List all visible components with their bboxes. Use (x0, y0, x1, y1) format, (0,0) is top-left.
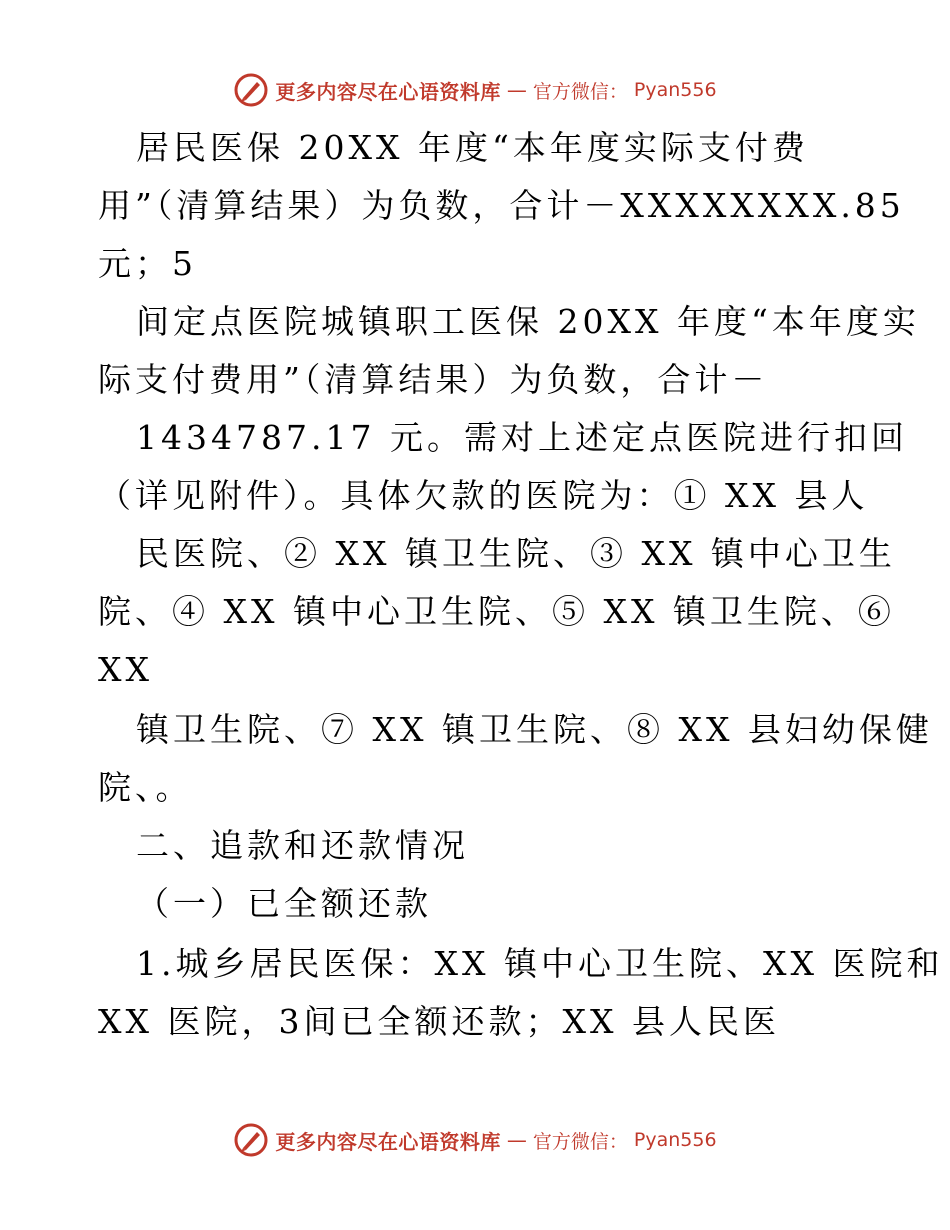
watermark-dash: — (506, 1128, 527, 1152)
body-line-3: 元；5 (98, 244, 197, 283)
quill-pen-icon (233, 1122, 269, 1158)
section-heading-2: 二、追款和还款情况 (136, 826, 469, 865)
footer-watermark-inner (233, 1122, 716, 1158)
watermark-main-text: 更多内容尽在心语资料库 (275, 79, 501, 104)
body-line-15: 1.城乡居民医保：XX 镇中心卫生院、XX 医院和 (136, 944, 944, 983)
watermark-main-text: 更多内容尽在心语资料库 (275, 1129, 501, 1154)
body-line-7: （详见附件）。具体欠款的医院为：① XX 县人 (98, 476, 869, 515)
watermark-wechat-label: 官方微信： (532, 80, 628, 103)
footer-watermark (0, 1120, 950, 1160)
body-line-2: 用”（清算结果）为负数，合计－XXXXXXXX.85 (98, 186, 905, 225)
subsection-heading-1: （一）已全额还款 (136, 884, 432, 923)
body-line-8: 民医院、② XX 镇卫生院、③ XX 镇中心卫生 (136, 534, 896, 573)
body-line-5: 际支付费用”（清算结果）为负数，合计－ (98, 360, 769, 399)
watermark-wechat-id: Pyan556 (633, 1129, 717, 1151)
watermark-wechat-label: 官方微信： (532, 1130, 628, 1153)
body-line-16: XX 医院，3间已全额还款；XX 县人民医 (98, 1002, 780, 1041)
header-watermark-inner (233, 72, 716, 108)
body-line-10: XX (98, 650, 153, 689)
body-line-4: 间定点医院城镇职工医保 20XX 年度“本年度实 (136, 302, 920, 341)
body-line-12: 院、。 (98, 768, 193, 807)
header-watermark (0, 70, 950, 110)
body-line-1: 居民医保 20XX 年度“本年度实际支付费 (136, 128, 809, 167)
body-line-9: 院、④ XX 镇中心卫生院、⑤ XX 镇卫生院、⑥ (98, 592, 895, 631)
watermark-dash: — (506, 78, 527, 102)
body-line-11: 镇卫生院、⑦ XX 镇卫生院、⑧ XX 县妇幼保健 (136, 710, 933, 749)
watermark-wechat-id: Pyan556 (633, 79, 717, 101)
body-line-6: 1434787.17 元。需对上述定点医院进行扣回 (136, 418, 908, 457)
quill-pen-icon (233, 72, 269, 108)
